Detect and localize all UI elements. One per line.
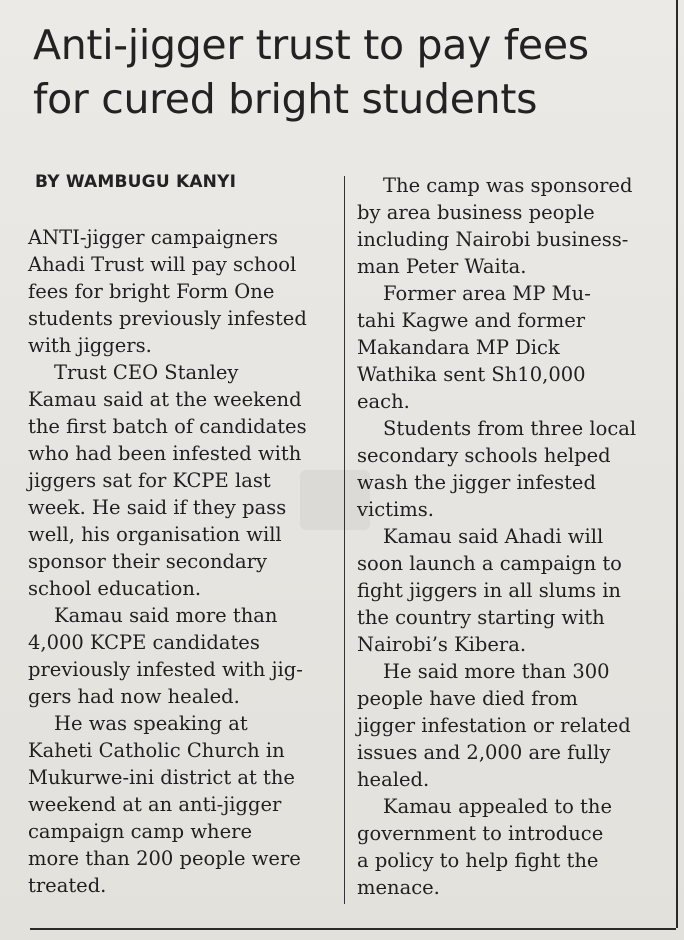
headline-line-1: Anti-jigger trust to pay fees — [33, 21, 589, 69]
text-line: Kamau said Ahadi will — [383, 525, 604, 548]
text-line: people have died from — [357, 687, 578, 710]
text-line: tahi Kagwe and former — [357, 309, 586, 332]
text-line: issues and 2,000 are fully — [357, 741, 611, 764]
text-line: sponsor their secondary — [28, 550, 267, 573]
paragraph — [28, 359, 338, 602]
text-line: Kamau appealed to the — [383, 795, 612, 818]
paragraph — [357, 793, 665, 901]
text-line: gers had now healed. — [28, 685, 240, 708]
text-line: Trust CEO Stanley — [54, 361, 239, 384]
paragraph — [357, 415, 665, 523]
text-line: healed. — [357, 768, 430, 791]
text-line: victims. — [357, 498, 434, 521]
text-line: including Nairobi business- — [357, 228, 629, 251]
text-line: Makandara MP Dick — [357, 336, 560, 359]
text-line: who had been infested with — [28, 442, 302, 465]
text-line: ANTI-jigger campaigners — [28, 226, 279, 249]
paragraph — [357, 280, 665, 415]
text-line: fees for bright Form One — [28, 280, 275, 303]
paragraph — [357, 172, 665, 280]
text-line: well, his organisation will — [28, 523, 282, 546]
text-line: week. He said if they pass — [28, 496, 287, 519]
text-line: wash the jigger infested — [357, 471, 596, 494]
text-line: He said more than 300 — [383, 660, 610, 683]
text-line: The camp was sponsored — [383, 174, 633, 197]
text-line: fight jiggers in all slums in — [357, 579, 621, 602]
text-line: 4,000 KCPE candidates — [28, 631, 260, 654]
article-column-right — [357, 172, 665, 901]
text-line: by area business people — [357, 201, 595, 224]
page-edge-rule — [676, 0, 678, 928]
text-line: man Peter Waita. — [357, 255, 527, 278]
headline-line-2: for cured bright students — [33, 75, 538, 123]
bottom-rule — [30, 928, 676, 930]
text-line: campaign camp where — [28, 820, 252, 843]
text-line: weekend at an anti-jigger — [28, 793, 282, 816]
headline — [33, 18, 673, 126]
text-line: a policy to help fight the — [357, 849, 599, 872]
text-line: Nairobi’s Kibera. — [357, 633, 527, 656]
text-line: Kamau said more than — [54, 604, 278, 627]
text-line: the country starting with — [357, 606, 605, 629]
byline: BY WAMBUGU KANYI — [35, 172, 237, 192]
text-line: each. — [357, 390, 410, 413]
paragraph — [28, 710, 338, 899]
text-line: Wathika sent Sh10,000 — [357, 363, 586, 386]
text-line: secondary schools helped — [357, 444, 611, 467]
text-line: Ahadi Trust will pay school — [28, 253, 297, 276]
text-line: jiggers sat for KCPE last — [28, 469, 271, 492]
text-line: Kaheti Catholic Church in — [28, 739, 285, 762]
text-line: menace. — [357, 876, 440, 899]
text-line: government to introduce — [357, 822, 604, 845]
text-line: Kamau said at the weekend — [28, 388, 302, 411]
text-line: treated. — [28, 874, 107, 897]
text-line: the first batch of candidates — [28, 415, 307, 438]
text-line: Former area MP Mu- — [383, 282, 591, 305]
column-divider — [344, 176, 345, 904]
text-line: soon launch a campaign to — [357, 552, 622, 575]
paragraph — [357, 658, 665, 793]
text-line: jigger infestation or related — [357, 714, 631, 737]
paragraph — [28, 602, 338, 710]
text-line: He was speaking at — [54, 712, 248, 735]
text-line: previously infested with jig- — [28, 658, 303, 681]
text-line: with jiggers. — [28, 334, 152, 357]
text-line: more than 200 people were — [28, 847, 301, 870]
paragraph — [28, 224, 338, 359]
text-line: Students from three local — [383, 417, 637, 440]
text-line: school education. — [28, 577, 202, 600]
article-column-left — [28, 224, 338, 899]
text-line: students previously infested — [28, 307, 307, 330]
text-line: Mukurwe-ini district at the — [28, 766, 295, 789]
paragraph — [357, 523, 665, 658]
